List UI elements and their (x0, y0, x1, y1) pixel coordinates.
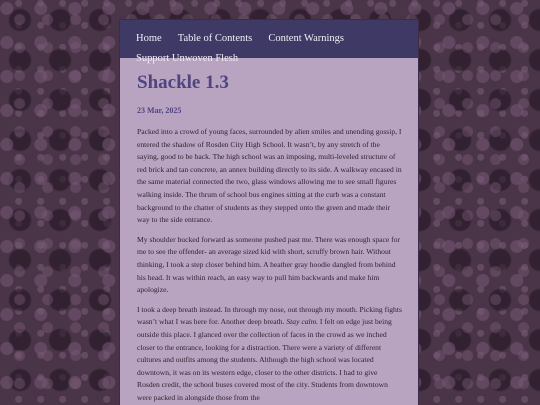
post-paragraph-1: Packed into a crowd of young faces, surrounded by alien smiles and unending gossip, I entered the shadow of Rosden City High School. It wasn’t, by any stretch of the saying, good to be back. The high school was an imposing, multi-leveled structure of red brick and tan concrete, an annex building directly to its side. A walkway encased in the same material connected the two, glass windows allowing me to see small figures walking inside. The thrum of school bus engines sitting at the curb was a constant background to the chatter of students as they stepped onto the green and made their way to the side entrance. (137, 127, 402, 225)
nav-link-table-of-contents[interactable]: Table of Contents (177, 33, 253, 44)
nav-link-content-warnings[interactable]: Content Warnings (268, 33, 345, 44)
paragraph-3-text-end: I felt on edge just being outside this place. I glanced over the collection of faces in the crowd as we inched closer to the entrance, looking for a distraction. There were a variety of different cultures and outfits among the students. Although the high school was located downtown, it was on its western edge, closer to the other districts. I had to give Rosden credit, the school buses covered most of the city. Students from downtown were packed in alongside those from the (137, 317, 392, 402)
post-paragraph-3 (137, 304, 402, 405)
page-container (120, 20, 418, 405)
nav-link-support[interactable]: Support Unwoven Flesh (136, 53, 239, 64)
post-paragraph-2: My shoulder bucked forward as someone pushed past me. There was enough space for me to see the offender- an average sized kid with short, scruffy brown hair. Without thinking, I took a step closer behind him. A heather gray hoodie dangled from behind his head. It was within reach, an easy way to pull him backwards and make him apologize. (137, 234, 401, 295)
post-title: Shackle 1.3 (137, 72, 229, 93)
nav-link-home[interactable]: Home (136, 33, 162, 44)
post-content (120, 58, 418, 404)
site-nav (120, 20, 418, 64)
paragraph-3-text-start: I took a deep breath instead. In through my nose, out through my mouth. Picking fights wasn’t what I was here for. Another deep breath. (137, 304, 402, 327)
paragraph-3-italic-text: Stay calm. (286, 317, 319, 327)
post-date: 23 Mar, 2025 (137, 106, 182, 115)
